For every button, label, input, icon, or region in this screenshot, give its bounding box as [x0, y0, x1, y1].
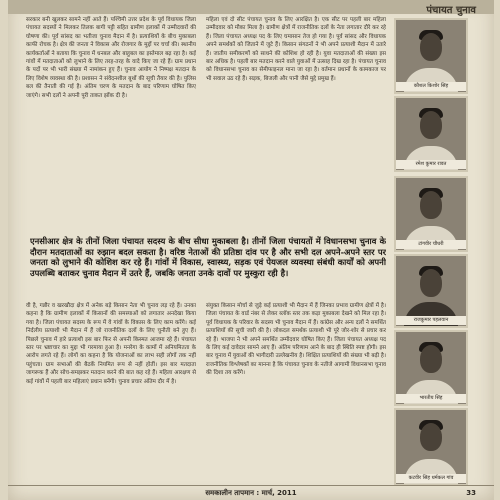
header-band — [8, 0, 494, 14]
photo-caption: टांगवीर चौधरी — [396, 240, 466, 249]
article-text: वी है, गन्नौर व खरखौदा क्षेत्र में अनेक बड़े किसान नेता भी चुनाव लड़ रहे हैं। उनका कहना है कि ग्रामीण इलाकों में किसानों की समस्याओं को लगातार अनदेखा किया गया है। जिला पंचायत सदस्य के रूप में वे गांवों के विकास के लिए काम करेंगे। कई निर्दलीय प्रत्याशी भी मैदान में हैं जो राजनीतिक दलों के लिए चुनौती बने हुए हैं। पिछले चुनाव में हारे प्रत्याशी इस बार फिर से अपनी किस्मत आजमा रहे हैं। पंचायत स्तर पर भ्रष्टाचार का मुद्दा भी गरमाया हुआ है। मनरेगा के कामों में अनियमितता के आरोप लगते रहे हैं। लोगों का कहना है कि योजनाओं का लाभ सही लोगों तक नहीं पहुंचता। ग्राम सभाओं की बैठकें नियमित रूप से नहीं होतीं। इस बार मतदाता जागरूक हैं और सोच-समझकर मतदान करने की बात कह रहे हैं। महिला आरक्षण से कई गांवों में पहली बार महिलाएं प्रधान बनेंगी। चुनाव प्रचार अंतिम दौर में है। — [26, 303, 196, 385]
article-column-bottom-middle — [206, 302, 386, 482]
article-column-top-middle — [206, 16, 386, 228]
photo-caption: भारतीय सिंह — [396, 394, 466, 403]
page-number: 33 — [466, 489, 476, 497]
photo-caption: कौशल किशोर सिंह — [396, 82, 466, 91]
candidate-photo — [394, 254, 468, 328]
article-text: संयुक्त किसान मोर्चा से जुड़े कई प्रत्याशी भी मैदान में हैं जिनका प्रभाव ग्रामीण क्षेत्रों में है। जिला पंचायत के वार्ड नंबर से लेकर ब्लॉक स्तर तक कड़ा मुकाबला देखने को मिल रहा है। पूर्व विधायक के परिवार के सदस्य भी चुनाव मैदान में हैं। कांग्रेस और अन्य दलों ने समर्थित प्रत्याशियों की सूची जारी की है। लोकदल समर्थक प्रत्याशी भी पूरे जोर-शोर से प्रचार कर रहे हैं। भाजपा ने भी अपने समर्थित उम्मीदवार घोषित किए हैं। जिला पंचायत अध्यक्ष पद के लिए कई दावेदार सामने आए हैं। अंतिम परिणाम आने के बाद ही स्थिति स्पष्ट होगी। इस बार चुनाव में युवाओं की भागीदारी उल्लेखनीय है। शिक्षित प्रत्याशियों की संख्या भी बढ़ी है। राजनीतिक विश्लेषकों का मानना है कि पंचायत चुनाव के नतीजे आगामी विधानसभा चुनाव की दिशा तय करेंगे। — [206, 303, 386, 377]
article-text: महिला एवं दो सीट पंचायत चुनाव के लिए आरक्षित है। एक सीट पर पहली बार महिला उम्मीदवार को मौका मिला है। ग्रामीण क्षेत्रों में राजनीतिक दलों के नेता लगातार दौरे कर रहे हैं। जिला पंचायत अध्यक्ष पद के लिए घमासान तेज हो गया है। पूर्व सांसद और विधायक अपने समर्थकों को जिताने में जुटे हैं। किसान संगठनों ने भी अपने प्रत्याशी मैदान में उतारे हैं। जातीय समीकरणों को साधने की कोशिश हो रही है। युवा मतदाताओं की संख्या इस बार अधिक है। पहली बार मतदान करने वाले युवाओं में उत्साह दिख रहा है। पंचायत चुनाव को विधानसभा चुनाव का सेमीफाइनल माना जा रहा है। वर्तमान प्रधानों के कामकाज पर भी सवाल उठ रहे हैं। सड़क, बिजली और पानी जैसे मुद्दे प्रमुख हैं। — [206, 17, 386, 82]
candidate-photo — [394, 96, 468, 172]
article-column-top-left — [26, 16, 196, 228]
photo-caption: राजकुमार पहलवान — [396, 316, 466, 325]
candidate-photo — [394, 330, 468, 406]
photo-caption: कटवीर सिंह धर्मकल गांव — [396, 474, 466, 483]
candidate-photo — [394, 176, 468, 252]
photo-caption: रमेश कुमार रावत — [396, 160, 466, 169]
article-text: सरकार बनी खुलकर सामने नहीं आते हैं। पश्चिमी उत्तर प्रदेश के पूर्व विधायक जिला पंचायत सदस्यों ने मिलकर तिलक बागी पट्टी सहित ग्रामीण इलाकों में उम्मीदवारों की घोषणा की। पूर्व सांसद का भतीजा चुनाव मैदान में है। प्रत्याशियों के बीच मुकाबला काफी रोचक है। क्षेत्र की जनता ने विकास और रोजगार के मुद्दों पर चर्चा की। स्थानीय कार्यकर्ताओं ने बताया कि चुनाव में धनबल और बाहुबल का इस्तेमाल बढ़ रहा है। कई गांवों में मतदाताओं को लुभाने के लिए तरह-तरह के वादे किए जा रहे हैं। ग्राम प्रधान के पदों पर भी भारी संख्या में नामांकन हुए हैं। चुनाव आयोग ने निष्पक्ष मतदान के लिए विशेष व्यवस्था की है। प्रशासन ने संवेदनशील बूथों की सूची तैयार की है। पुलिस बल की तैनाती की गई है। अंतिम चरण के मतदान के बाद परिणाम घोषित किए जाएंगे। सभी दलों ने अपनी पूरी ताकत झोंक दी है। — [26, 17, 196, 99]
publication-title: समकालीन तापमान : मार्च, 2011 — [205, 489, 297, 497]
lead-paragraph: एनसीआर क्षेत्र के तीनों जिला पंचायत सदस्य के बीच सीधा मुकाबला है। तीनों जिला पंचायतों में विधानसभा चुनाव के दौरान मतदाताओं का रुझान बदल सकता है। वरिष्ठ नेताओं की प्रतिष्ठा दांव पर है और सभी दल अपने-अपने स्तर पर जनता को लुभाने की कोशिश कर रहे हैं। गांवों में विकास, स्वास्थ्य, सड़क एवं पेयजल व्यवस्था संबंधी कार्यों को अपनी उपलब्धि बताकर चुनाव मैदान में उतरे हैं, जबकि जनता उनके दावों पर मुस्कुरा रही है। — [30, 236, 386, 278]
magazine-page — [8, 0, 494, 500]
article-column-bottom-left — [26, 302, 196, 482]
page-footer — [8, 485, 494, 500]
candidate-photo — [394, 408, 468, 486]
section-title: पंचायत चुनाव — [426, 5, 476, 16]
candidate-photo — [394, 18, 468, 94]
